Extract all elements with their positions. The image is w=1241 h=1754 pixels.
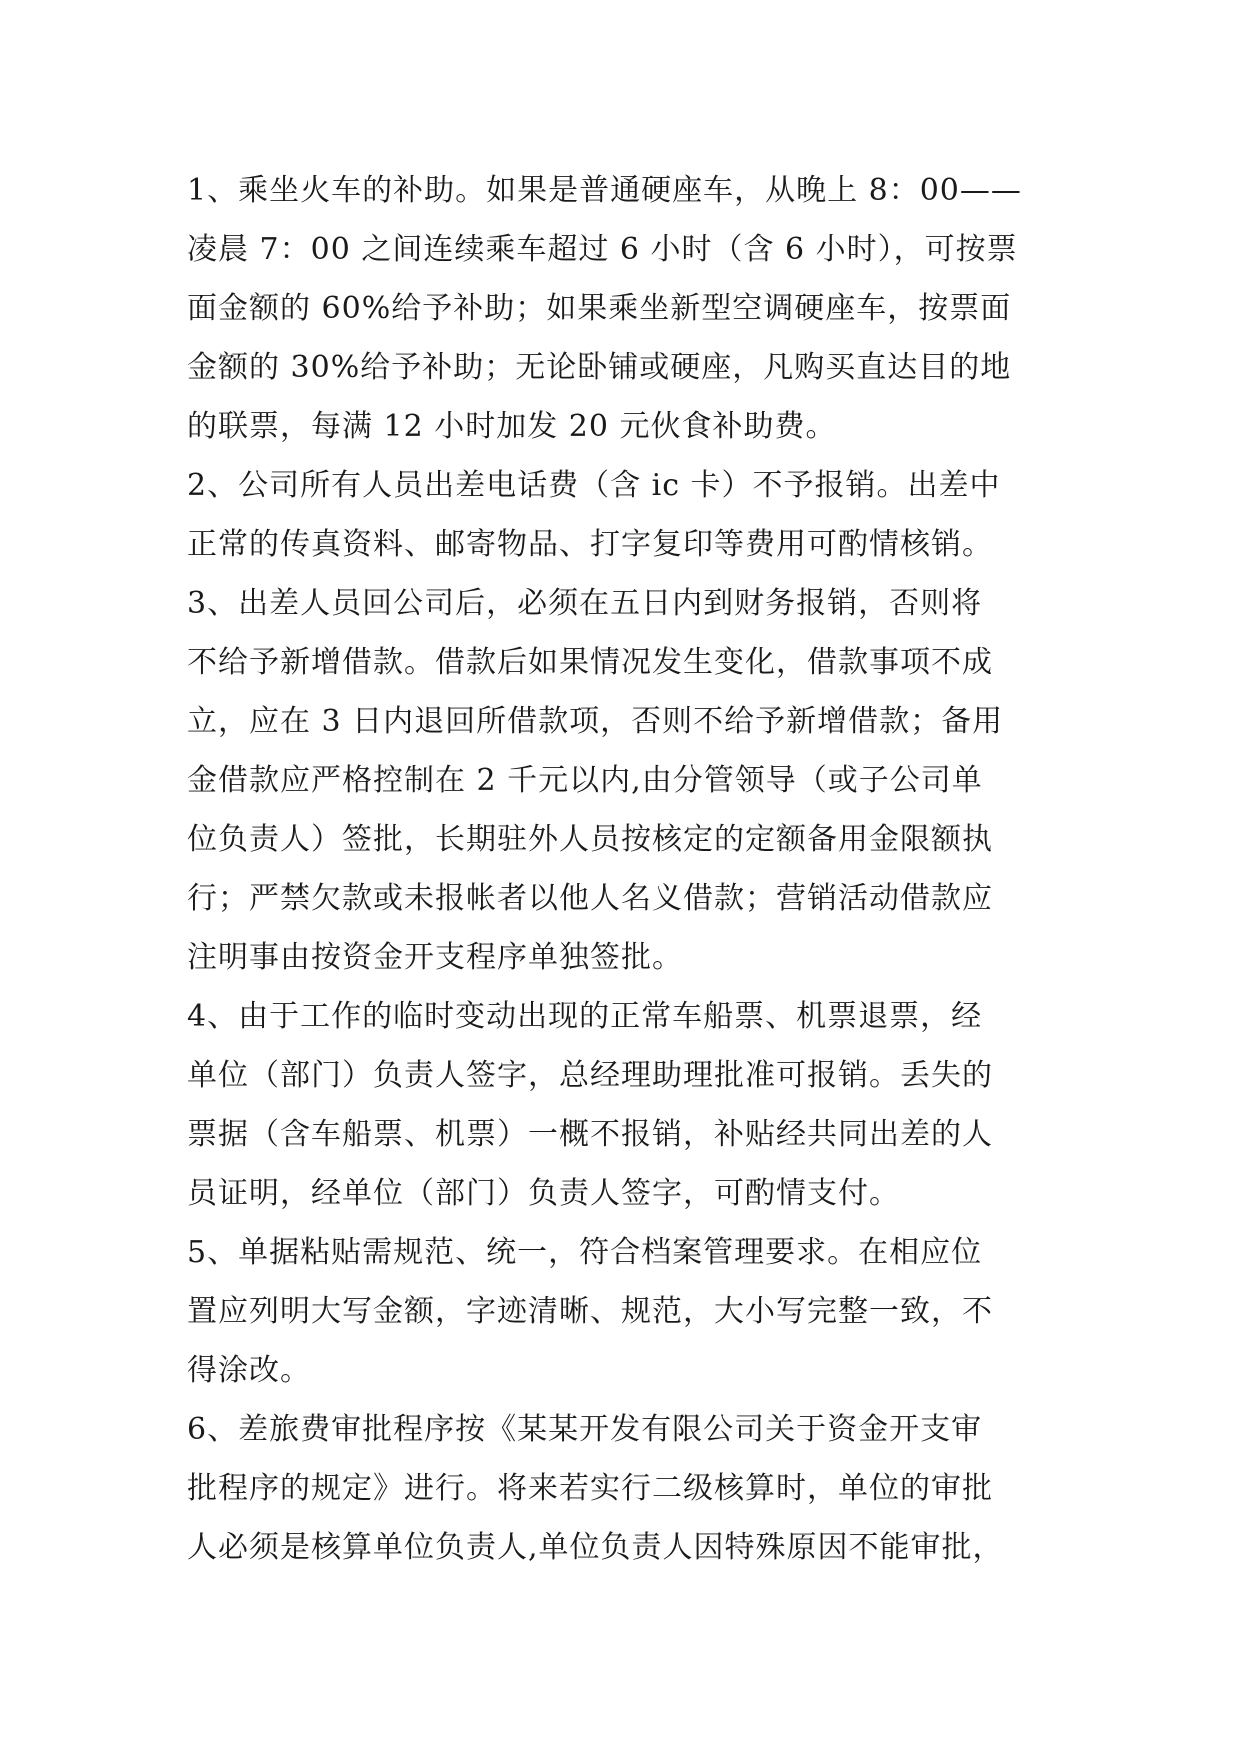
text-line: 5、单据粘贴需规范、统一，符合档案管理要求。在相应位 [187,1235,983,1270]
text-line: 面金额的 60%给予补助；如果乘坐新型空调硬座车，按票面 [187,291,1012,326]
text-line: 得涂改。 [187,1353,311,1388]
text-line: 4、由于工作的临时变动出现的正常车船票、机票退票，经 [187,999,983,1034]
text-line: 注明事由按资金开支程序单独签批。 [187,940,683,975]
text-line: 立，应在 3 日内退回所借款项，否则不给予新增借款；备用 [187,704,1004,739]
text-line: 批程序的规定》进行。将来若实行二级核算时，单位的审批 [187,1471,993,1506]
text-line: 3、出差人员回公司后，必须在五日内到财务报销，否则将 [187,586,983,621]
text-line: 员证明，经单位（部门）负责人签字，可酌情支付。 [187,1176,900,1211]
text-line: 行；严禁欠款或未报帐者以他人名义借款；营销活动借款应 [187,881,993,916]
text-line: 置应列明大写金额，字迹清晰、规范，大小写完整一致，不 [187,1294,993,1329]
text-line: 正常的传真资料、邮寄物品、打字复印等费用可酌情核销。 [187,527,993,562]
text-line: 金借款应严格控制在 2 千元以内,由分管领导（或子公司单 [187,763,983,798]
text-line: 6、差旅费审批程序按《某某开发有限公司关于资金开支审 [187,1412,983,1447]
text-line: 位负责人）签批，长期驻外人员按核定的定额备用金限额执 [187,822,993,857]
text-line: 凌晨 7：00 之间连续乘车超过 6 小时（含 6 小时），可按票 [187,232,1018,267]
text-line: 1、乘坐火车的补助。如果是普通硬座车，从晚上 8：00—— [187,173,1022,208]
text-line: 人必须是核算单位负责人,单位负责人因特殊原因不能审批， [187,1530,1004,1565]
text-line: 票据（含车船票、机票）一概不报销，补贴经共同出差的人 [187,1117,993,1152]
document-body [187,161,1067,1577]
text-line: 2、公司所有人员出差电话费（含 ic 卡）不予报销。出差中 [187,468,1001,503]
text-line: 单位（部门）负责人签字，总经理助理批准可报销。丢失的 [187,1058,993,1093]
text-line: 的联票，每满 12 小时加发 20 元伙食补助费。 [187,409,837,444]
text-line: 金额的 30%给予补助；无论卧铺或硬座，凡购买直达目的地 [187,350,1012,385]
text-line: 不给予新增借款。借款后如果情况发生变化，借款事项不成 [187,645,993,680]
